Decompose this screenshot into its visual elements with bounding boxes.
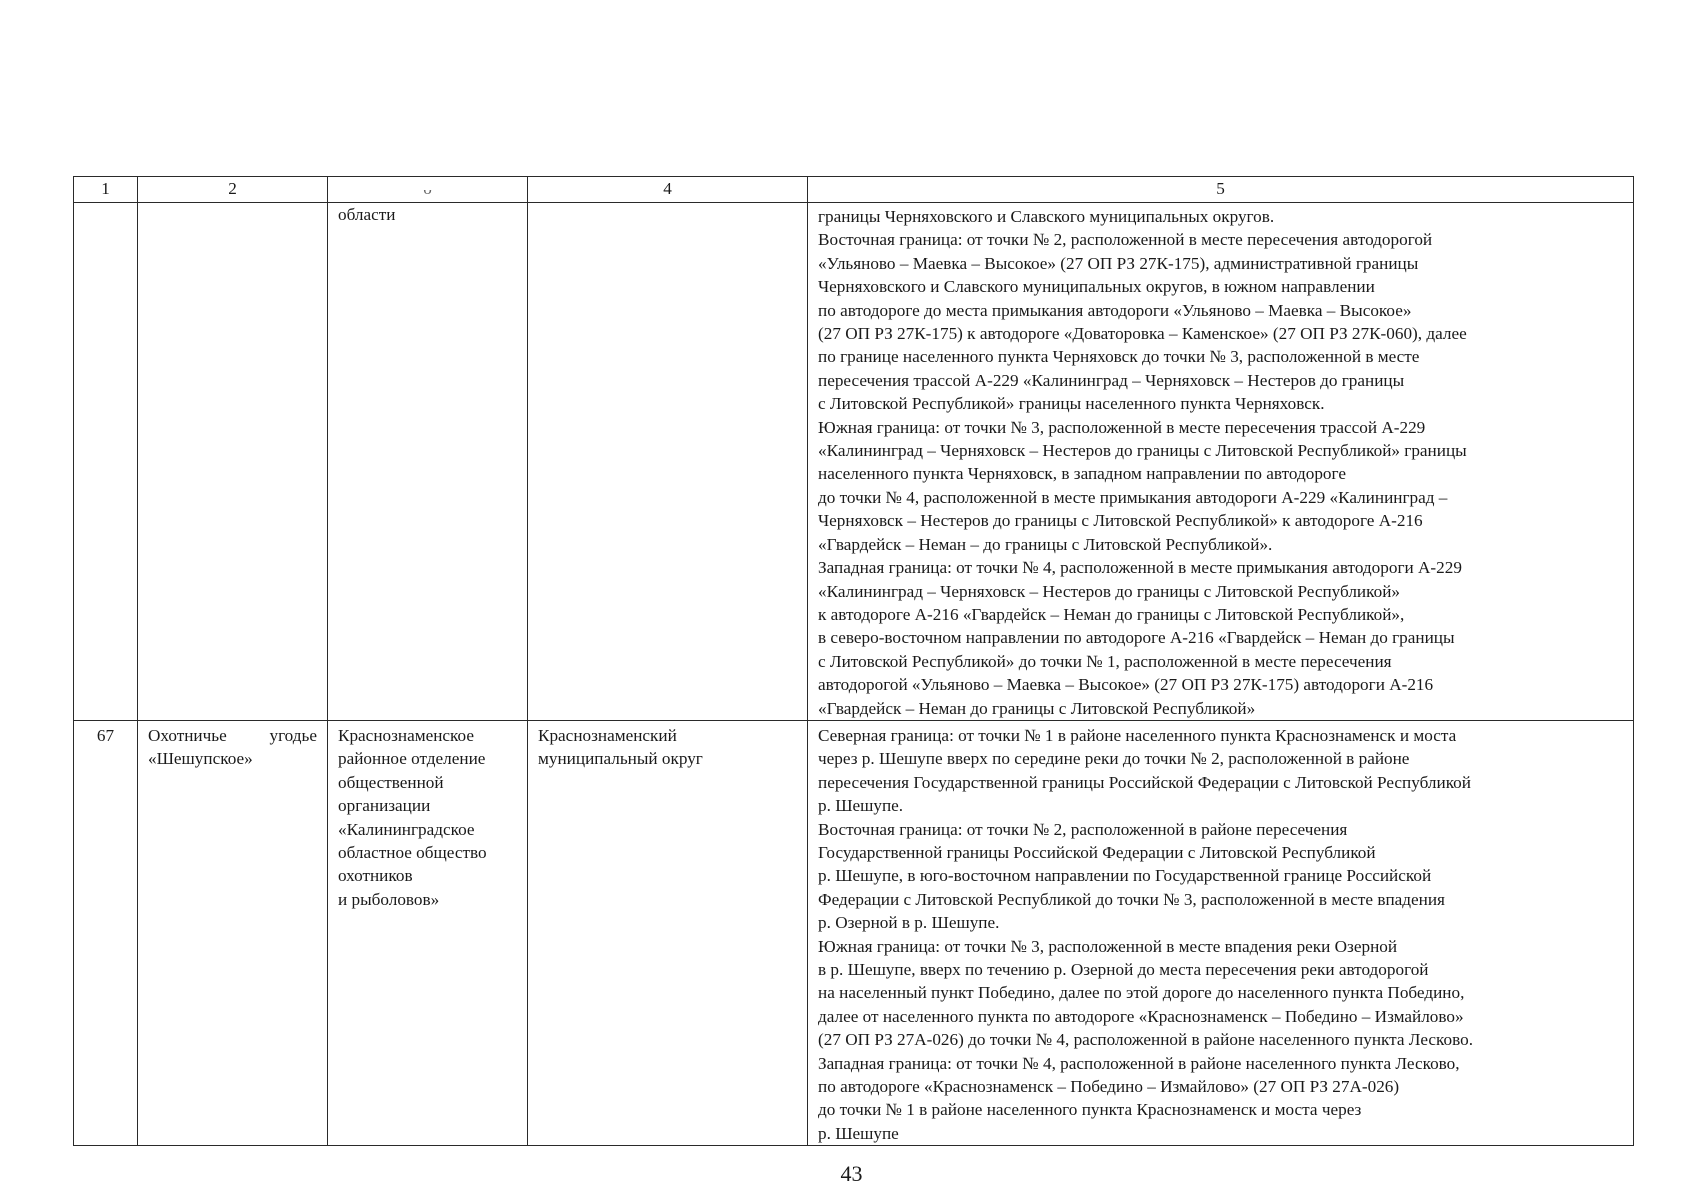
boundary-line: границы Черняховского и Славского муниципальных округов. xyxy=(818,207,1275,226)
boundary-line: населенного пункта Черняховск, в западном направлении по автодороге xyxy=(818,464,1346,484)
column-header-5: 5 xyxy=(808,177,1634,203)
hunting-ground-name-cell xyxy=(138,203,328,721)
boundary-line: на населенный пункт Победино, далее по этой дороге до населенного пункта Победино, xyxy=(818,983,1465,1003)
municipality-cell xyxy=(528,203,808,721)
boundary-line: по границе населенного пункта Черняховск до точки № 3, расположенной в месте xyxy=(818,347,1420,367)
row-number-cell: 67 xyxy=(74,720,138,1145)
boundary-description-cell xyxy=(808,720,1634,1145)
hunting-ground-name-line xyxy=(148,724,317,747)
column-header-2: 2 xyxy=(138,177,328,203)
organization-line: Краснознаменское xyxy=(338,725,474,745)
column-number-header xyxy=(74,177,1634,203)
organization-line: районное отделение xyxy=(338,749,486,769)
boundary-line: Федерации с Литовской Республикой до точки № 3, расположенной в месте впадения xyxy=(818,889,1445,909)
table-row-continuation xyxy=(74,203,1634,721)
boundary-line: по автодороге «Краснознаменск – Победино – Измайлово» (27 ОП РЗ 27А-026) xyxy=(818,1077,1400,1097)
boundary-line: Западная граница: от точки № 4, расположенной в районе населенного пункта Лесково, xyxy=(818,1053,1460,1073)
boundary-line: пересечения трассой А-229 «Калининград – Черняховск – Нестеров до границы xyxy=(818,370,1405,390)
hunting-ground-name-cell xyxy=(138,720,328,1145)
boundary-line: «Гвардейск – Неман до границы с Литовской Республикой» xyxy=(818,698,1256,718)
table-row-67 xyxy=(74,720,1634,1145)
boundary-line: «Калининград – Черняховск – Нестеров до границы с Литовской Республикой» xyxy=(818,581,1400,601)
hunting-ground-name-word: Охотничье xyxy=(148,725,227,745)
boundary-description-cell xyxy=(808,203,1634,721)
municipality-line: Краснознаменский xyxy=(538,725,677,745)
boundary-line: к автодороге А-216 «Гвардейск – Неман до границы с Литовской Республикой», xyxy=(818,604,1405,624)
boundary-line: «Ульяново – Маевка – Высокое» (27 ОП РЗ 27К-175), административной границы xyxy=(818,253,1419,273)
hunting-ground-name-word: угодье xyxy=(269,725,317,745)
boundary-line: Черняховск – Нестеров до границы с Литовской Республикой» к автодороге А-216 xyxy=(818,511,1423,531)
boundary-line: «Калининград – Черняховск – Нестеров до границы с Литовской Республикой» границы xyxy=(818,441,1467,461)
organization-line: общественной xyxy=(338,772,444,792)
hunting-ground-name-line: «Шешупское» xyxy=(148,749,253,769)
boundary-line: Восточная граница: от точки № 2, расположенной в месте пересечения автодорогой xyxy=(818,230,1433,250)
organization-line: «Калининградское xyxy=(338,819,475,839)
column-header-4: 4 xyxy=(528,177,808,203)
organization-line: организации xyxy=(338,796,431,816)
boundary-line: с Литовской Республикой» до точки № 1, расположенной в месте пересечения xyxy=(818,651,1392,671)
boundary-line: по автодороге до места примыкания автодороги «Ульяново – Маевка – Высокое» xyxy=(818,300,1412,320)
boundary-line: Южная граница: от точки № 3, расположенной в месте впадения реки Озерной xyxy=(818,936,1398,956)
municipality-cell xyxy=(528,720,808,1145)
boundary-line: с Литовской Республикой» границы населенного пункта Черняховск. xyxy=(818,394,1325,414)
boundary-line: автодорогой «Ульяново – Маевка – Высокое» (27 ОП РЗ 27К-175) автодороги А-216 xyxy=(818,675,1434,695)
boundary-line: Государственной границы Российской Федерации с Литовской Республикой xyxy=(818,842,1376,862)
boundary-line: (27 ОП РЗ 27А-026) до точки № 4, расположенной в районе населенного пункта Лесково. xyxy=(818,1030,1473,1050)
boundary-line: Черняховского и Славского муниципальных округов, в южном направлении xyxy=(818,277,1375,297)
boundary-line: р. Шешупе. xyxy=(818,796,904,816)
organization-line: областное общество xyxy=(338,842,487,862)
boundary-line: р. Шешупе xyxy=(818,1123,899,1143)
boundary-line: р. Озерной в р. Шешупе. xyxy=(818,913,1000,933)
column-header-3: ᴗ xyxy=(328,177,528,203)
organization-cell: области xyxy=(328,203,528,721)
organization-line: и рыболовов» xyxy=(338,889,440,909)
column-header-1: 1 xyxy=(74,177,138,203)
boundary-line: через р. Шешупе вверх по середине реки до точки № 2, расположенной в районе xyxy=(818,749,1410,769)
boundary-line: Южная граница: от точки № 3, расположенной в месте пересечения трассой А-229 xyxy=(818,417,1426,437)
boundary-line: Северная граница: от точки № 1 в районе населенного пункта Краснознаменск и моста xyxy=(818,725,1457,745)
boundary-line: далее от населенного пункта по автодороге «Краснознаменск – Победино – Измайлово» xyxy=(818,1006,1464,1026)
boundary-line: «Гвардейск – Неман – до границы с Литовской Республикой». xyxy=(818,534,1273,554)
boundary-line: Восточная граница: от точки № 2, расположенной в районе пересечения xyxy=(818,819,1348,839)
boundary-line: (27 ОП РЗ 27К-175) к автодороге «Доваторовка – Каменское» (27 ОП РЗ 27К-060), далее xyxy=(818,324,1467,344)
boundary-line: до точки № 1 в районе населенного пункта Краснознаменск и моста через xyxy=(818,1100,1362,1120)
hunting-grounds-table xyxy=(73,176,1634,1146)
boundary-line: пересечения Государственной границы Российской Федерации с Литовской Республикой xyxy=(818,772,1471,792)
boundary-line: до точки № 4, расположенной в месте примыкания автодороги А-229 «Калининград – xyxy=(818,487,1448,507)
organization-line: охотников xyxy=(338,866,413,886)
boundary-line: в северо-восточном направлении по автодороге А-216 «Гвардейск – Неман до границы xyxy=(818,628,1455,648)
organization-cell xyxy=(328,720,528,1145)
boundary-line: в р. Шешупе, вверх по течению р. Озерной до места пересечения реки автодорогой xyxy=(818,960,1429,979)
page-number: 43 xyxy=(840,1161,863,1186)
row-number-cell xyxy=(74,203,138,721)
boundary-line: Западная граница: от точки № 4, расположенной в месте примыкания автодороги А-229 xyxy=(818,558,1462,578)
boundary-line: р. Шешупе, в юго-восточном направлении по Государственной границе Российской xyxy=(818,866,1432,886)
municipality-line: муниципальный округ xyxy=(538,749,703,769)
